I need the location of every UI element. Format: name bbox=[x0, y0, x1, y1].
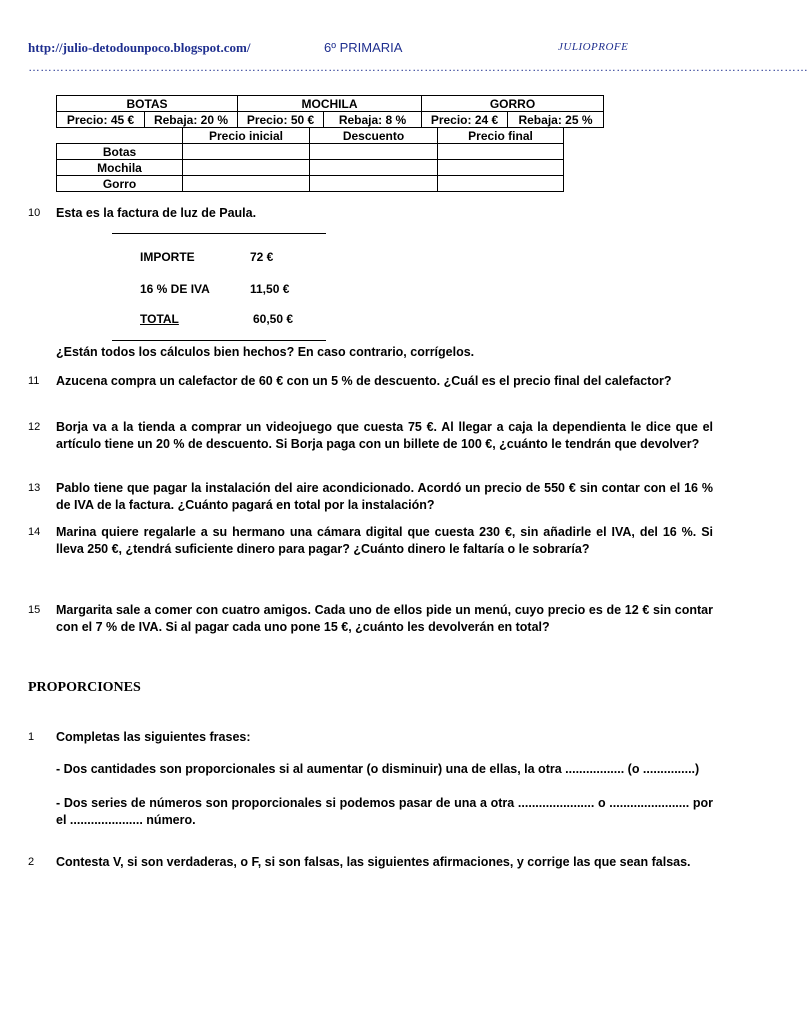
invoice-iva-value: 11,50 € bbox=[250, 282, 290, 296]
exercise-number: 10 bbox=[28, 207, 41, 219]
exercise-text: Completas las siguientes frases: bbox=[56, 730, 251, 744]
answer-cell[interactable] bbox=[438, 160, 564, 176]
exercise-text: Azucena compra un calefactor de 60 € con un 5 % de descuento. ¿Cuál es el precio final del calefactor? bbox=[56, 374, 672, 388]
invoice-total-label: TOTAL bbox=[140, 312, 179, 326]
product-name-gorro: GORRO bbox=[422, 96, 604, 112]
author-label: JULIOPROFE bbox=[558, 41, 629, 53]
botas-price: Precio: 45 € bbox=[57, 112, 145, 128]
answer-cell[interactable] bbox=[310, 144, 438, 160]
exercise-number: 1 bbox=[28, 731, 35, 743]
exercise-number: 2 bbox=[28, 856, 35, 868]
invoice-importe-value: 72 € bbox=[250, 250, 274, 264]
exercise-text: Marina quiere regalarle a su hermano una cámara digital que cuesta 230 €, sin añadirle el IVA, del 16 %. Si lleva 250 €, ¿tendrá suficiente dinero para pagar? ¿Cuánto dinero le faltaría o le sobraría? bbox=[56, 525, 713, 556]
calc-table bbox=[56, 127, 564, 192]
answer-cell[interactable] bbox=[183, 176, 310, 192]
invoice-iva-label: 16 % DE IVA bbox=[140, 282, 210, 296]
header-descuento: Descuento bbox=[310, 128, 438, 144]
mochila-discount: Rebaja: 8 % bbox=[324, 112, 422, 128]
header-divider: …………………………………………………………………………………………………………………………………………………………………………… bbox=[28, 60, 808, 74]
exercise-text: Pablo tiene que pagar la instalación del aire acondicionado. Acordó un precio de 550 € sin contar con el 16 % de IVA de la factura. ¿Cuánto pagará en total por la instalación? bbox=[56, 481, 713, 512]
invoice-total-value: 60,50 € bbox=[253, 312, 294, 326]
answer-cell[interactable] bbox=[438, 144, 564, 160]
exercise-text: ¿Están todos los cálculos bien hechos? En caso contrario, corrígelos. bbox=[56, 345, 475, 359]
grade-label: 6º PRIMARIA bbox=[324, 40, 403, 55]
table-row bbox=[57, 176, 564, 192]
exercise-number: 14 bbox=[28, 526, 41, 538]
row-label-mochila: Mochila bbox=[57, 160, 183, 176]
page-header bbox=[28, 40, 668, 62]
answer-cell[interactable] bbox=[310, 176, 438, 192]
mochila-price: Precio: 50 € bbox=[238, 112, 324, 128]
exercise-text: Esta es la factura de luz de Paula. bbox=[56, 206, 257, 220]
header-precio-final: Precio final bbox=[438, 128, 564, 144]
gorro-price: Precio: 24 € bbox=[422, 112, 508, 128]
invoice-importe-label: IMPORTE bbox=[140, 250, 195, 264]
exercise-text: Contesta V, si son verdaderas, o F, si son falsas, las siguientes afirmaciones, y corrige las que sean falsas. bbox=[56, 855, 691, 869]
fill-in-sentence: - Dos cantidades son proporcionales si al aumentar (o disminuir) una de ellas, la otra ................. (o ...............) bbox=[56, 762, 700, 776]
answer-cell[interactable] bbox=[183, 160, 310, 176]
exercise-number: 15 bbox=[28, 604, 41, 616]
product-name-mochila: MOCHILA bbox=[238, 96, 422, 112]
exercise-text: Margarita sale a comer con cuatro amigos. Cada uno de ellos pide un menú, cuyo precio es de 12 € sin contar con el 7 % de IVA. Si al pagar cada uno pone 15 €, ¿cuánto les devolverán en total? bbox=[56, 603, 713, 634]
blog-url[interactable]: http://julio-detodounpoco.blogspot.com/ bbox=[28, 40, 251, 55]
answer-cell[interactable] bbox=[183, 144, 310, 160]
gorro-discount: Rebaja: 25 % bbox=[508, 112, 604, 128]
botas-discount: Rebaja: 20 % bbox=[145, 112, 238, 128]
electricity-invoice bbox=[112, 233, 326, 341]
row-label-botas: Botas bbox=[57, 144, 183, 160]
row-label-gorro: Gorro bbox=[57, 176, 183, 192]
calc-corner bbox=[57, 128, 183, 144]
section-title: PROPORCIONES bbox=[28, 680, 141, 695]
header-precio-inicial: Precio inicial bbox=[183, 128, 310, 144]
exercise-number: 13 bbox=[28, 482, 41, 494]
fill-in-sentence: - Dos series de números son proporcionales si podemos pasar de una a otra ...................... o ....................... por el ..................... número. bbox=[56, 796, 713, 827]
table-row bbox=[57, 160, 564, 176]
product-name-botas: BOTAS bbox=[57, 96, 238, 112]
exercise-number: 11 bbox=[28, 375, 40, 387]
answer-cell[interactable] bbox=[438, 176, 564, 192]
table-row bbox=[57, 144, 564, 160]
products-table bbox=[56, 95, 604, 128]
answer-cell[interactable] bbox=[310, 160, 438, 176]
exercise-text: Borja va a la tienda a comprar un videojuego que cuesta 75 €. Al llegar a caja la dependienta le dice que el artículo tiene un 20 % de descuento. Si Borja paga con un billete de 100 €, ¿cuánto le tendrán que devolver? bbox=[56, 420, 713, 451]
exercise-number: 12 bbox=[28, 421, 41, 433]
